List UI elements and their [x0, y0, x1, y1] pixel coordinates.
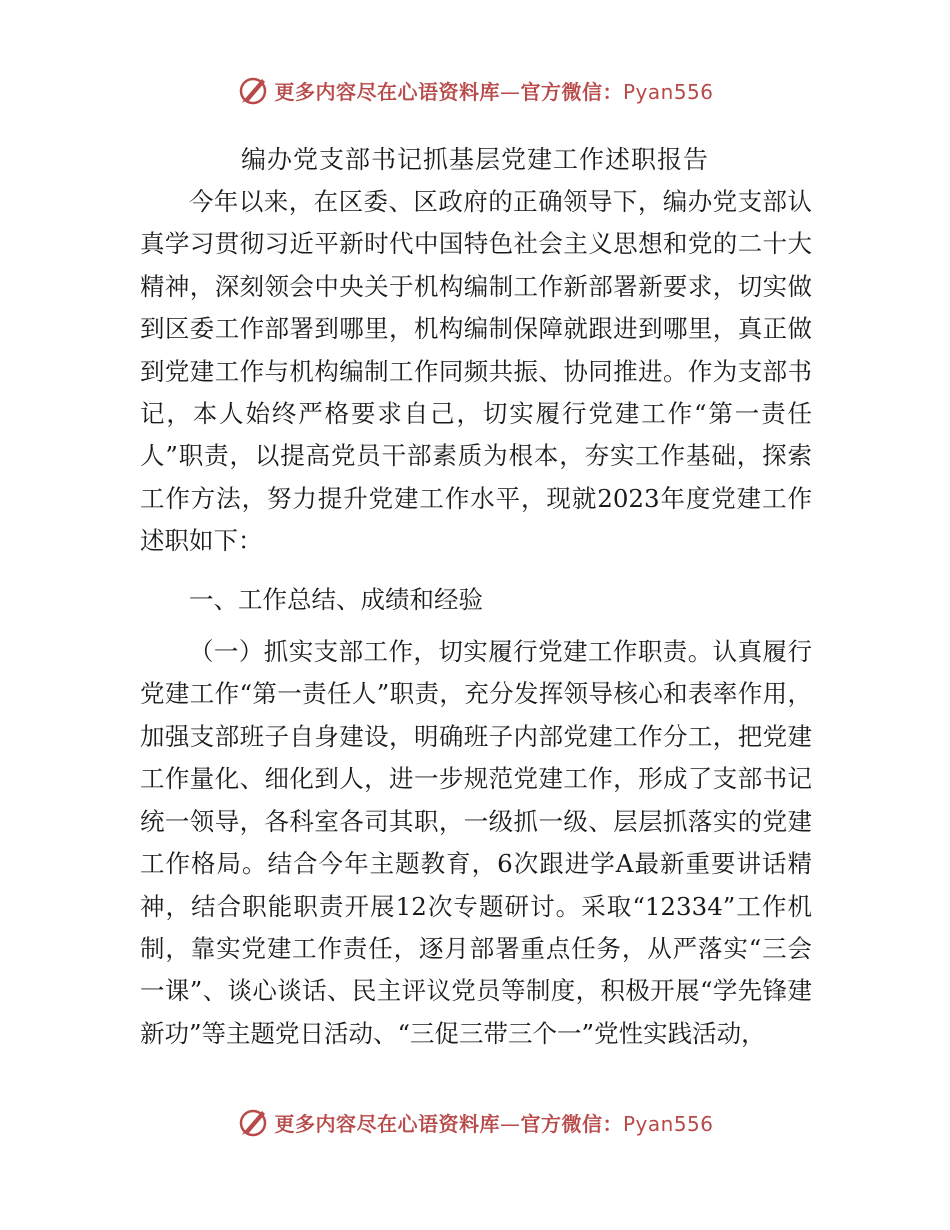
footer-banner — [0, 1102, 950, 1142]
banner-dash: — — [499, 79, 521, 104]
header-banner — [0, 70, 950, 110]
banner-text — [274, 76, 713, 105]
document-body — [140, 181, 812, 1055]
quill-pen-logo-icon — [236, 73, 270, 107]
section-heading: 一、工作总结、成绩和经验 — [189, 584, 483, 614]
document-title: 编办党支部书记抓基层党建工作述职报告 — [240, 145, 709, 174]
banner-suffix-text: 官方微信： — [520, 1111, 623, 1136]
banner-main-text: 更多内容尽在心语资料库 — [274, 1111, 500, 1136]
banner-wechat-id: Pyan556 — [622, 79, 714, 104]
banner-main-text: 更多内容尽在心语资料库 — [274, 79, 500, 104]
banner-dash: — — [499, 1111, 521, 1136]
banner-text — [274, 1108, 713, 1137]
section-paragraph: （一）抓实支部工作，切实履行党建工作职责。认真履行党建工作“第一责任人”职责，充分发挥领导核心和表率作用，加强支部班子自身建设，明确班子内部党建工作分工，把党建工作量化、细化到人，进一步规范党建工作，形成了支部书记统一领导，各科室各司其职，一级抓一级、层层抓落实的党建工作格局。结合今年主题教育，6次跟进学A最新重要讲话精神，结合职能职责开展12次专题研讨。采取“12334”工作机制，靠实党建工作责任，逐月部署重点任务，从严落实“三会一课”、谈心谈话、民主评议党员等制度，积极开展“学先锋建新功”等主题党日活动、“三促三带三个一”党性实践活动， — [140, 637, 812, 1048]
banner-suffix-text: 官方微信： — [520, 79, 623, 104]
banner-wechat-id: Pyan556 — [622, 1111, 714, 1136]
quill-pen-logo-icon — [236, 1105, 270, 1139]
intro-paragraph: 今年以来，在区委、区政府的正确领导下，编办党支部认真学习贯彻习近平新时代中国特色社会主义思想和党的二十大精神，深刻领会中央关于机构编制工作新部署新要求，切实做到区委工作部署到哪里，机构编制保障就跟进到哪里，真正做到党建工作与机构编制工作同频共振、协同推进。作为支部书记，本人始终严格要求自己，切实履行党建工作“第一责任人”职责，以提高党员干部素质为根本，夯实工作基础，探索工作方法，努力提升党建工作水平，现就2023年度党建工作述职如下： — [140, 187, 812, 556]
